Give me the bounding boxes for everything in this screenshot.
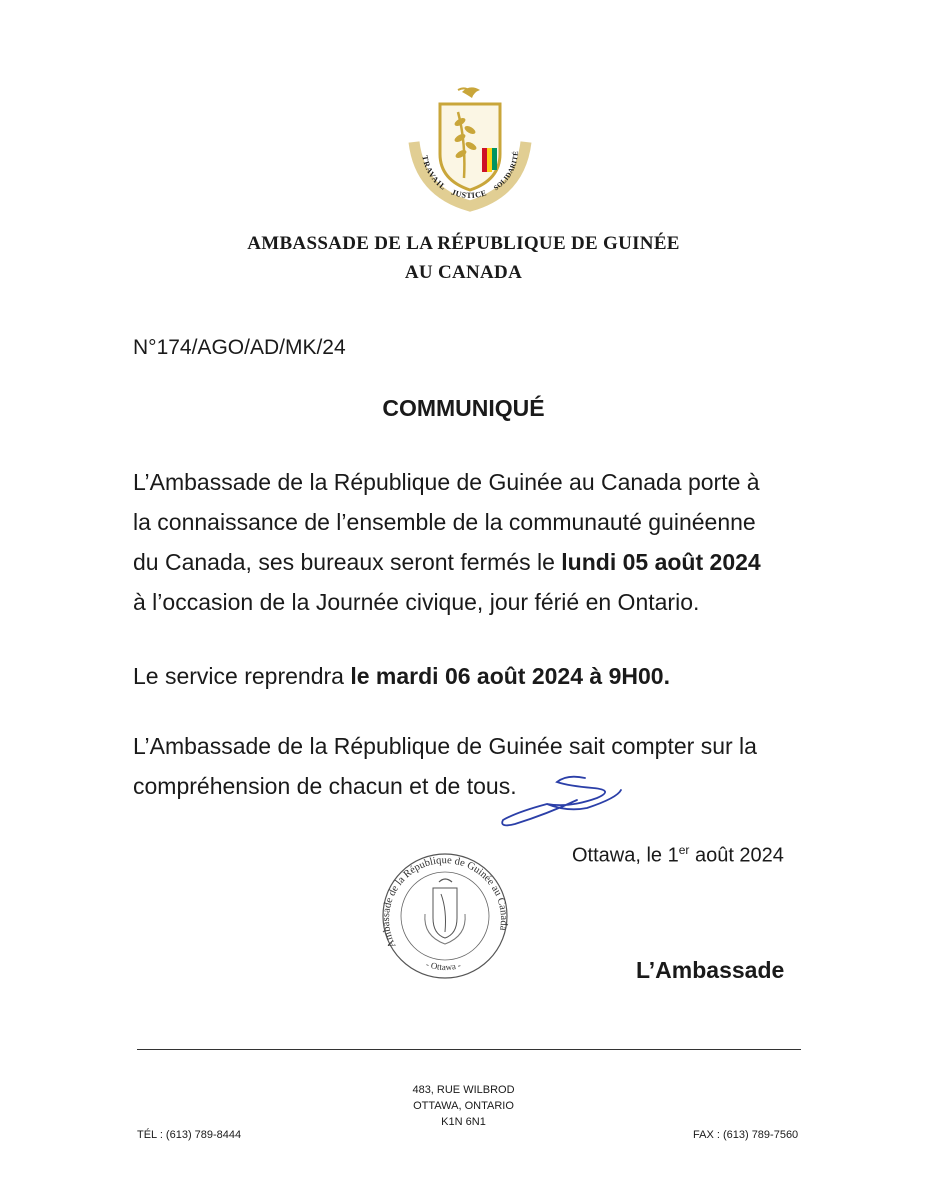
document-title: COMMUNIQUÉ <box>382 395 545 421</box>
place-date-prefix: Ottawa, le 1 <box>572 844 679 867</box>
emblem-motto-right: SOLIDARITÉ <box>492 150 521 193</box>
signer-name: L’Ambassade <box>636 957 785 983</box>
place-date-suffix: août 2024 <box>689 844 784 867</box>
footer-address <box>0 1082 927 1130</box>
paragraph-1-line-2: la connaissance de l’ensemble de la communauté guinéenne <box>133 509 756 535</box>
paragraph-1-line-3-prefix: du Canada, ses bureaux seront fermés le <box>133 549 562 575</box>
svg-text:- Ottawa - <box>425 959 462 972</box>
emblem-motto-bottom: JUSTICE <box>450 187 488 201</box>
paragraph-3 <box>133 726 833 806</box>
address-line-1: 483, RUE WILBROD <box>412 1084 515 1096</box>
stamp-city: - Ottawa - <box>424 958 462 973</box>
paragraph-3-line-1: L’Ambassade de la République de Guinée sait compter sur la <box>133 733 757 759</box>
footer-fax: FAX : (613) 789-7560 <box>693 1129 799 1141</box>
coat-of-arms-emblem <box>400 82 540 217</box>
paragraph-2-prefix: Le service reprendra <box>133 663 351 689</box>
paragraph-3-line-2: compréhension de chacun et de tous. <box>133 773 517 799</box>
footer-divider <box>137 1049 801 1050</box>
embassy-stamp <box>375 838 515 988</box>
place-and-date <box>572 843 784 868</box>
paragraph-1-line-4: à l’occasion de la Journée civique, jour férié en Ontario. <box>133 589 700 615</box>
paragraph-1-line-3 <box>133 542 833 582</box>
stamp-ring-text: Ambassade de la République de Guinée au Canada <box>380 855 510 950</box>
svg-text:Ambassade de la République de <box>381 855 509 949</box>
paragraph-2 <box>133 656 833 696</box>
paragraph-1 <box>133 462 833 622</box>
place-date-superscript: er <box>678 843 690 857</box>
header-title-line2: AU CANADA <box>404 262 523 283</box>
closure-date: lundi 05 août 2024 <box>561 549 761 575</box>
paragraph-1-line-1: L’Ambassade de la République de Guinée au Canada porte à <box>133 469 760 495</box>
header-title-line1: AMBASSADE DE LA RÉPUBLIQUE DE GUINÉE <box>247 233 680 254</box>
footer-telephone: TÉL : (613) 789-8444 <box>137 1129 242 1141</box>
reference-number: N°174/AGO/AD/MK/24 <box>133 336 346 359</box>
emblem-motto-left: TRAVAIL <box>420 154 449 193</box>
reopening-date: le mardi 06 août 2024 à 9H00. <box>350 663 670 689</box>
address-line-2: OTTAWA, ONTARIO <box>413 1100 514 1112</box>
handwritten-signature <box>497 768 622 833</box>
address-line-3: K1N 6N1 <box>441 1116 486 1128</box>
